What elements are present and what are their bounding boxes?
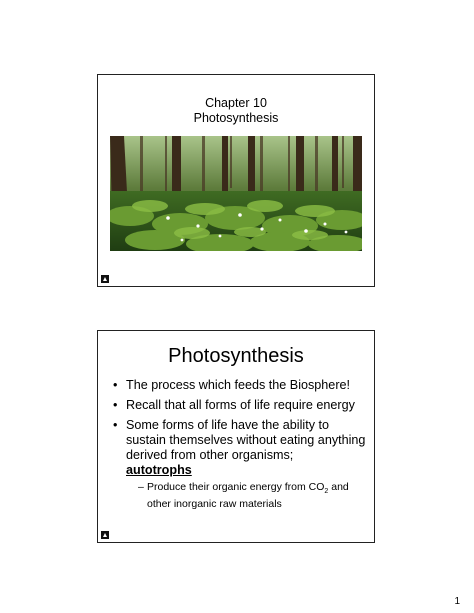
bullet-list <box>113 378 366 516</box>
bullet-marker: • <box>113 398 118 412</box>
sub-bullet-prefix: Produce their organic energy from CO <box>147 481 325 493</box>
bullet-text: Some forms of life have the ability to sustain themselves without eating anything derived from other organisms; <box>126 418 366 462</box>
page-number: 1 <box>454 596 460 607</box>
bullet-marker: • <box>113 378 118 392</box>
bullet-item <box>113 378 366 393</box>
autotrophs-keyword: autotrophs <box>126 463 192 477</box>
bullet-text: The process which feeds the Biosphere! <box>126 378 351 392</box>
bullet-text: Recall that all forms of life require energy <box>126 398 355 412</box>
forest-photo <box>110 136 362 251</box>
publisher-logo-icon <box>101 531 109 539</box>
sub-bullet-suffix: and other inorganic raw materials <box>147 481 349 511</box>
bullet-item <box>113 418 366 511</box>
chapter-label: Chapter 10 <box>205 96 267 110</box>
sub-bullet-item <box>138 481 366 511</box>
slide-2-title: Photosynthesis <box>168 345 304 367</box>
bullet-item <box>113 398 366 413</box>
sub-bullet-marker: – <box>138 481 144 493</box>
slide-1-title: Photosynthesis <box>193 111 279 125</box>
sub-bullet-list <box>126 481 366 511</box>
subscript-two: 2 <box>324 488 329 496</box>
slide-1 <box>97 74 375 287</box>
slide-2 <box>97 330 375 543</box>
bullet-marker: • <box>113 418 118 432</box>
publisher-logo-icon <box>101 275 109 283</box>
forest-illustration <box>110 136 362 251</box>
slide-1-title-block <box>98 96 374 126</box>
